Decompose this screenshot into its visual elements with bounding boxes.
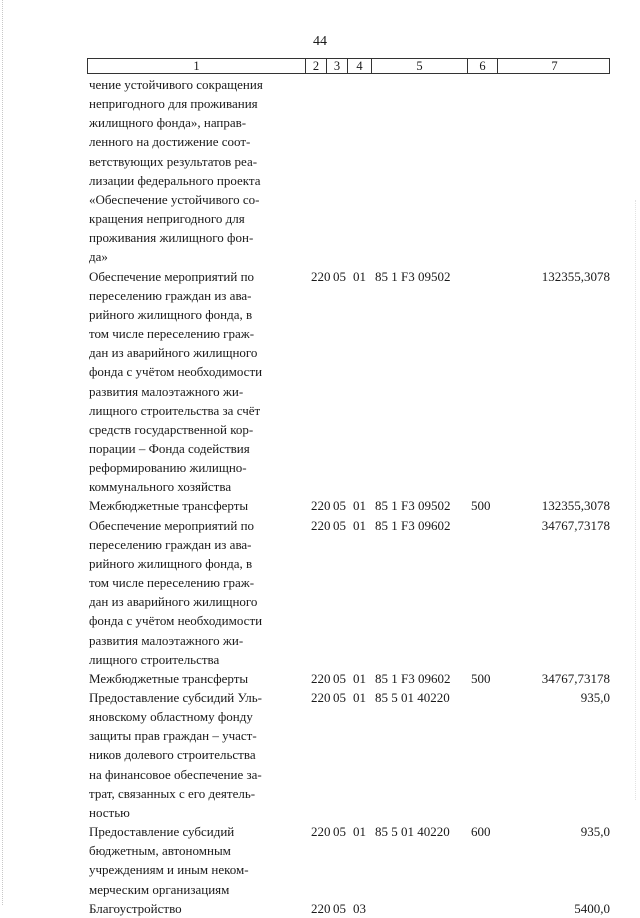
row-sum: 132355,3078 (541, 268, 610, 284)
row-name-line: на финансовое обеспечение за- (89, 766, 262, 782)
right-margin-dotted-line (635, 200, 636, 800)
row-sum: 34767,73178 (541, 670, 610, 686)
budget-table-body (89, 75, 610, 918)
row-pr: 01 (353, 670, 366, 686)
row-csr (371, 75, 467, 267)
row-name (89, 822, 303, 899)
row-name (89, 688, 303, 822)
row-pr: 01 (353, 498, 366, 514)
row-rz (329, 75, 349, 267)
row-kv: 220 (311, 690, 331, 705)
row-name-line: трат, связанных с его деятель- (89, 785, 256, 801)
table-row (89, 688, 610, 822)
row-name-line: жилищного фонда», направ- (89, 115, 247, 131)
row-pr: 01 (353, 824, 366, 840)
row-sum: 935,0 (580, 690, 610, 705)
row-sum: 132355,3078 (541, 498, 610, 514)
row-name-line: Предоставление субсидий (89, 824, 235, 840)
row-csr: 85 5 01 40220 (375, 824, 450, 840)
row-sum: 5400,0 (574, 900, 610, 916)
row-csr: 85 5 01 40220 (375, 690, 450, 705)
row-name-line: дан из аварийного жилищного (89, 345, 258, 361)
row-name (89, 496, 303, 515)
row-name (89, 75, 303, 267)
table-header (87, 58, 610, 74)
row-kv (303, 75, 329, 267)
row-name-line: коммунального хозяйства (89, 479, 232, 495)
row-vr (467, 688, 497, 822)
header-col-1: 1 (193, 59, 200, 73)
header-col-3: 3 (326, 59, 347, 73)
row-csr: 85 1 F3 09502 (375, 268, 451, 284)
row-rz: 05 (333, 900, 346, 916)
row-name-line: развития малоэтажного жи- (89, 632, 244, 648)
row-kv: 220 (311, 670, 331, 686)
row-name-line: да» (89, 249, 108, 265)
table-row (89, 822, 610, 899)
row-name-line: переселению граждан из ава- (89, 536, 252, 552)
row-name-line: фонда с учётом необходимости (89, 613, 263, 629)
table-row (89, 899, 610, 918)
row-vr: 500 (471, 498, 491, 514)
margin-dotted-line (2, 0, 3, 905)
row-name (89, 899, 303, 918)
row-pr: 01 (353, 268, 366, 284)
header-col-2: 2 (305, 59, 326, 73)
row-kv: 220 (311, 517, 331, 533)
row-name-line: ностью (89, 804, 130, 820)
row-vr: 500 (471, 670, 491, 686)
row-name (89, 516, 303, 669)
table-row (89, 669, 610, 688)
row-name-line: лищного строительства за счёт (89, 402, 261, 418)
row-name-line: Обеспечение мероприятий по (89, 517, 255, 533)
row-sum (497, 75, 610, 267)
row-name (89, 267, 303, 497)
header-col-7: 7 (497, 59, 611, 73)
row-name-line: проживания жилищного фон- (89, 230, 254, 246)
row-rz: 05 (333, 670, 346, 686)
row-name-line: учреждениям и иным неком- (89, 862, 249, 878)
page-number: 44 (313, 34, 327, 49)
row-name (89, 669, 303, 688)
table-row (89, 75, 610, 267)
row-name-line: ников долевого строительства (89, 747, 256, 763)
row-kv: 220 (311, 498, 331, 514)
row-name-line: ветствующих результатов реа- (89, 153, 258, 169)
row-name-line: рийного жилищного фонда, в (89, 555, 253, 571)
row-name-line: Межбюджетные трансферты (89, 670, 249, 686)
row-vr (467, 75, 497, 267)
row-csr (371, 899, 467, 918)
row-vr (467, 516, 497, 669)
row-csr: 85 1 F3 09502 (375, 498, 451, 514)
row-name-line: ленного на достижение соот- (89, 134, 251, 150)
header-col-5: 5 (371, 59, 467, 73)
header-col-6: 6 (467, 59, 497, 73)
row-name-line: дан из аварийного жилищного (89, 594, 258, 610)
row-name-line: том числе переселению граж- (89, 575, 255, 591)
row-name-line: лищного строительства (89, 651, 220, 667)
row-name-line: мерческим организациям (89, 881, 230, 897)
row-vr: 600 (471, 824, 491, 840)
row-csr: 85 1 F3 09602 (375, 517, 451, 533)
row-name-line: Предоставление субсидий Уль- (89, 690, 262, 705)
row-pr: 01 (353, 690, 366, 705)
row-name-line: «Обеспечение устойчивого со- (89, 191, 260, 207)
row-name-line: яновскому областному фонду (89, 709, 253, 725)
row-pr (349, 75, 371, 267)
row-name-line: развития малоэтажного жи- (89, 383, 244, 399)
table-row (89, 516, 610, 669)
row-name-line: том числе переселению граж- (89, 326, 255, 342)
row-name-line: порации – Фонда содействия (89, 440, 250, 456)
row-name-line: Межбюджетные трансферты (89, 498, 249, 514)
row-name-line: Обеспечение мероприятий по (89, 268, 255, 284)
row-name-line: кращения непригодного для (89, 211, 245, 227)
row-csr: 85 1 F3 09602 (375, 670, 451, 686)
row-sum: 935,0 (580, 824, 610, 840)
table-row (89, 496, 610, 515)
row-rz: 05 (333, 268, 346, 284)
header-col-4: 4 (347, 59, 371, 73)
row-name-line: рийного жилищного фонда, в (89, 306, 253, 322)
row-name-line: защиты прав граждан – участ- (89, 728, 257, 744)
row-rz: 05 (333, 824, 346, 840)
row-name-line: бюджетным, автономным (89, 843, 231, 859)
row-rz: 05 (333, 690, 346, 705)
row-name-line: Благоустройство (89, 900, 182, 916)
row-rz: 05 (333, 498, 346, 514)
row-name-line: непригодного для проживания (89, 96, 258, 112)
row-name-line: чение устойчивого сокращения (89, 77, 263, 92)
row-pr: 03 (353, 900, 366, 916)
row-name-line: средств государственной кор- (89, 421, 254, 437)
row-kv: 220 (311, 268, 331, 284)
row-name-line: лизации федерального проекта (89, 172, 261, 188)
row-kv: 220 (311, 824, 331, 840)
row-pr: 01 (353, 517, 366, 533)
row-vr (467, 899, 497, 918)
table-row (89, 267, 610, 497)
row-name-line: переселению граждан из ава- (89, 287, 252, 303)
row-name-line: реформированию жилищно- (89, 460, 247, 476)
row-kv: 220 (311, 900, 331, 916)
row-rz: 05 (333, 517, 346, 533)
row-vr (467, 267, 497, 497)
row-sum: 34767,73178 (541, 517, 610, 533)
row-name-line: фонда с учётом необходимости (89, 364, 263, 380)
